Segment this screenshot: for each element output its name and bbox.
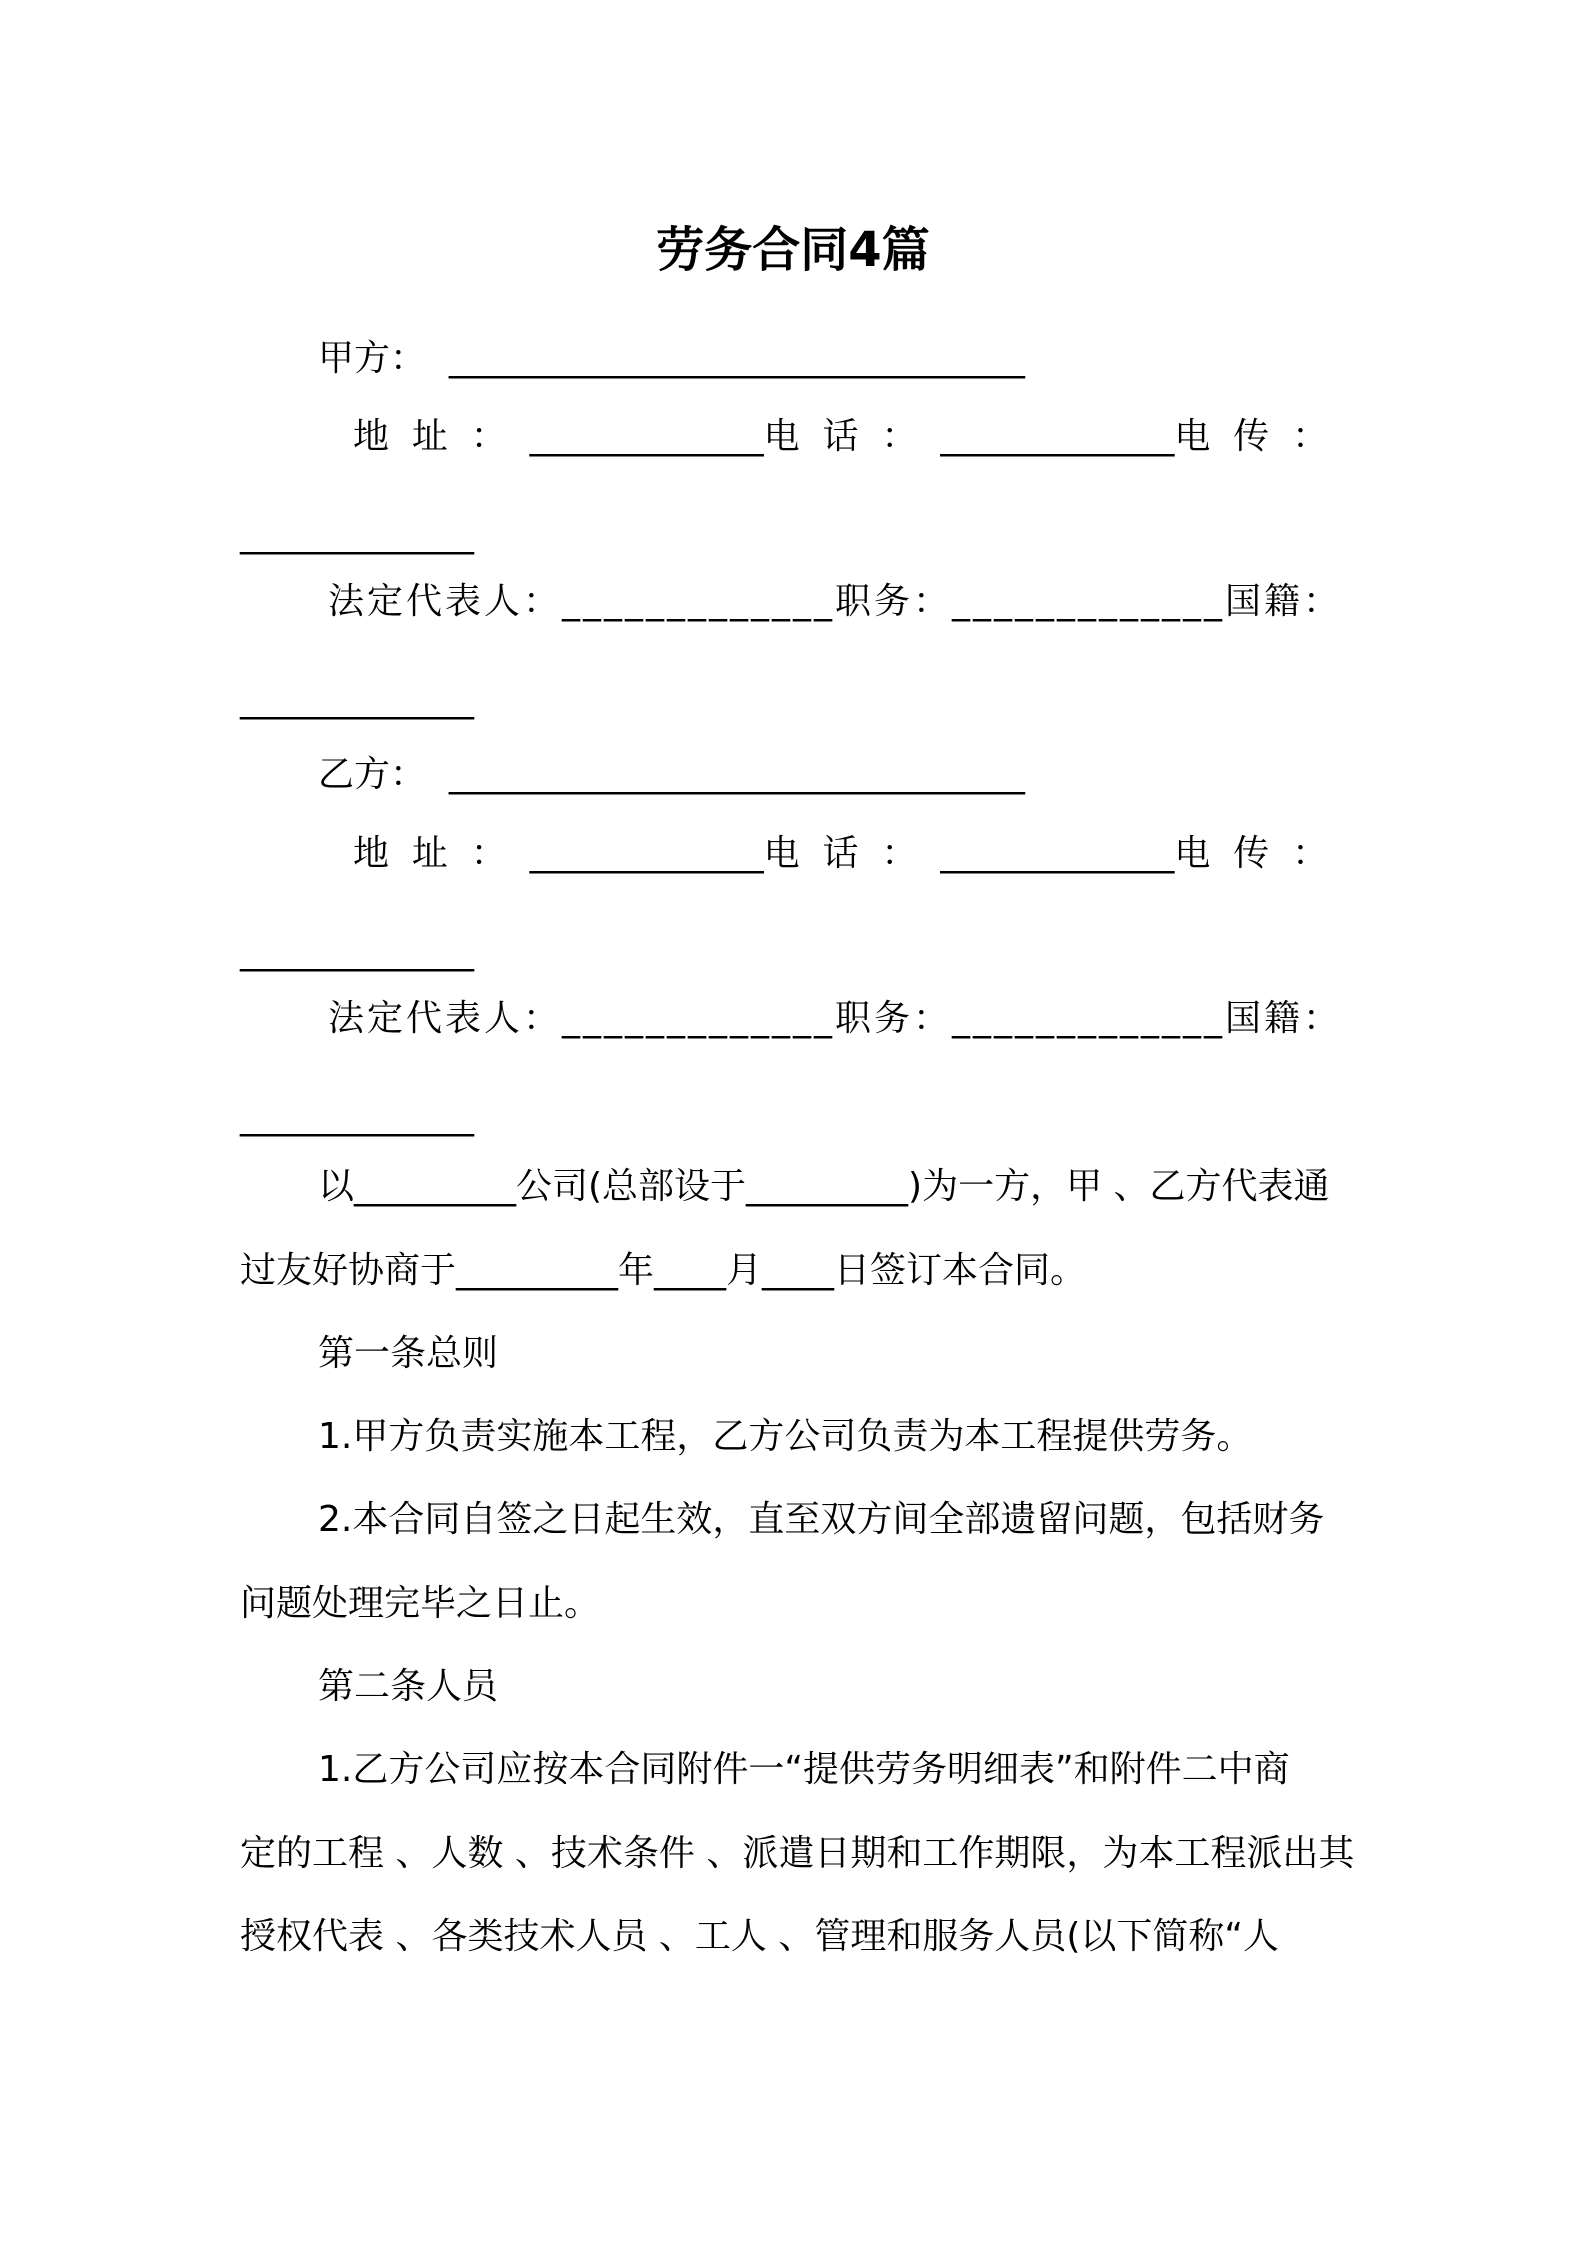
party-b-name-line: 乙方： ________________________________ (318, 754, 1025, 795)
party-b-representative-line: 法定代表人：_____________职务：_____________国籍： (328, 998, 1343, 1039)
party-a-name-line: 甲方： ________________________________ (318, 338, 1025, 379)
party-a-nationality-blank: _____________ (240, 679, 474, 720)
article-1-clause-1: 1.甲方负责实施本工程，乙方公司负责为本工程提供劳务。 (318, 1416, 1253, 1457)
party-b-nationality-blank: _____________ (240, 1096, 474, 1137)
article-2-heading: 第二条人员 (318, 1666, 499, 1707)
party-b-fax-blank: _____________ (240, 931, 474, 972)
intro-line-1: 以_________公司(总部设于_________)为一方，甲 、乙方代表通 (318, 1166, 1330, 1207)
article-2-clause-1-line-2: 定的工程 、人数 、技术条件 、派遣日期和工作期限，为本工程派出其 (240, 1833, 1355, 1874)
party-a-contact-line: 地 址 ： _____________电 话 ： _____________电 传 ： (353, 416, 1329, 457)
article-1-clause-2-line-1: 2.本合同自签之日起生效，直至双方间全部遗留问题，包括财务 (318, 1499, 1325, 1540)
article-1-heading: 第一条总则 (318, 1333, 499, 1374)
article-2-clause-1-line-1: 1.乙方公司应按本合同附件一“提供劳务明细表”和附件二中商 (318, 1749, 1290, 1790)
party-a-representative-line: 法定代表人：_____________职务：_____________国籍： (328, 581, 1343, 622)
intro-line-2: 过友好协商于_________年____月____日签订本合同。 (240, 1250, 1087, 1291)
party-a-fax-blank: _____________ (240, 514, 474, 555)
document-title: 劳务合同4篇 (656, 222, 930, 278)
party-b-contact-line: 地 址 ： _____________电 话 ： _____________电 传 ： (353, 833, 1329, 874)
article-2-clause-1-line-3: 授权代表 、各类技术人员 、工人 、管理和服务人员(以下简称“人 (240, 1916, 1280, 1957)
article-1-clause-2-line-2: 问题处理完毕之日止。 (240, 1583, 601, 1624)
